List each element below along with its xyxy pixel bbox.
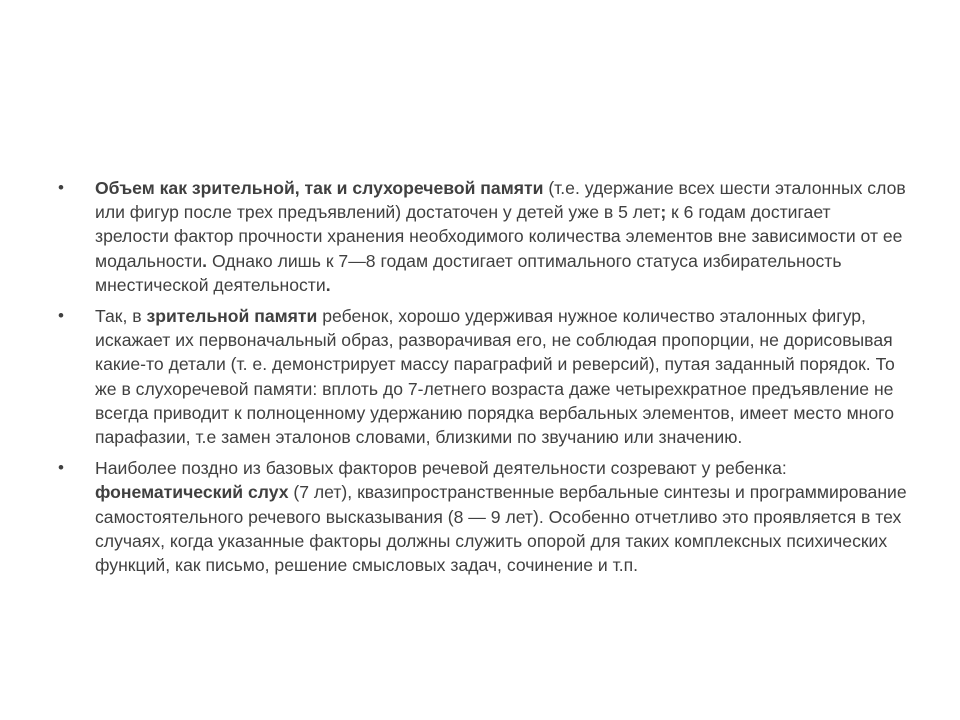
bullet-item-memory-volume bbox=[58, 176, 908, 297]
bullet-marker: • bbox=[58, 178, 64, 197]
bullet-marker: • bbox=[58, 458, 64, 478]
bold-text: . bbox=[202, 250, 208, 271]
bold-text: Объем как зрительной, так и слухоречевой памяти bbox=[95, 178, 544, 198]
body-text: (т.е. удержание всех шести эталонных слов или фигур после трех предъявлений) достаточен у детей уже в 5 лет bbox=[95, 178, 906, 223]
bold-text: зрительной памяти bbox=[146, 306, 318, 327]
bullet-list bbox=[58, 176, 908, 584]
bold-text: . bbox=[325, 274, 331, 295]
body-text: Однако лишь к 7—8 годам достигает оптимального статуса избирательность мнестической деятельности bbox=[95, 250, 842, 295]
bullet-item-visual-memory bbox=[58, 304, 908, 449]
body-text: Так, в bbox=[95, 306, 147, 327]
body-text: Наиболее поздно из базовых факторов речевой деятельности созревают у ребенка: bbox=[95, 458, 787, 479]
body-text: (7 лет), квазипространственные вербальные синтезы и программирование самостоятельного речевого высказывания (8 — 9 лет). Особенно отчетливо это проявляется в тех случаях, когда указанные факторы должны служить опорой для таких комплексных психических функций, как письмо, решение смысловых задач, сочинение и т.п. bbox=[95, 482, 907, 576]
bullet-item-speech-factors bbox=[58, 456, 908, 577]
body-text: ребенок, хорошо удерживая нужное количество эталонных фигур, искажает их первоначальный образ, разворачивая его, не соблюдая пропорции, не дорисовывая какие-то детали (т. е. демонстрирует массу параграфий и реверсий), путая заданный порядок. То же в слухоречевой памяти: вплоть до 7-летнего возраста даже четырехкратное предъявление не всегда приводит к полноценному удержанию порядка вербальных элементов, имеет место много парафазии, т.е замен эталонов словами, близкими по звучанию или значению. bbox=[95, 306, 895, 448]
bold-text: фонематический слух bbox=[95, 482, 289, 503]
bold-text: ; bbox=[660, 202, 667, 223]
body-text: к 6 годам достигает зрелости фактор прочности хранения необходимого количества элементов вне зависимости от ее модальности bbox=[95, 202, 903, 271]
bullet-marker: • bbox=[58, 306, 64, 326]
